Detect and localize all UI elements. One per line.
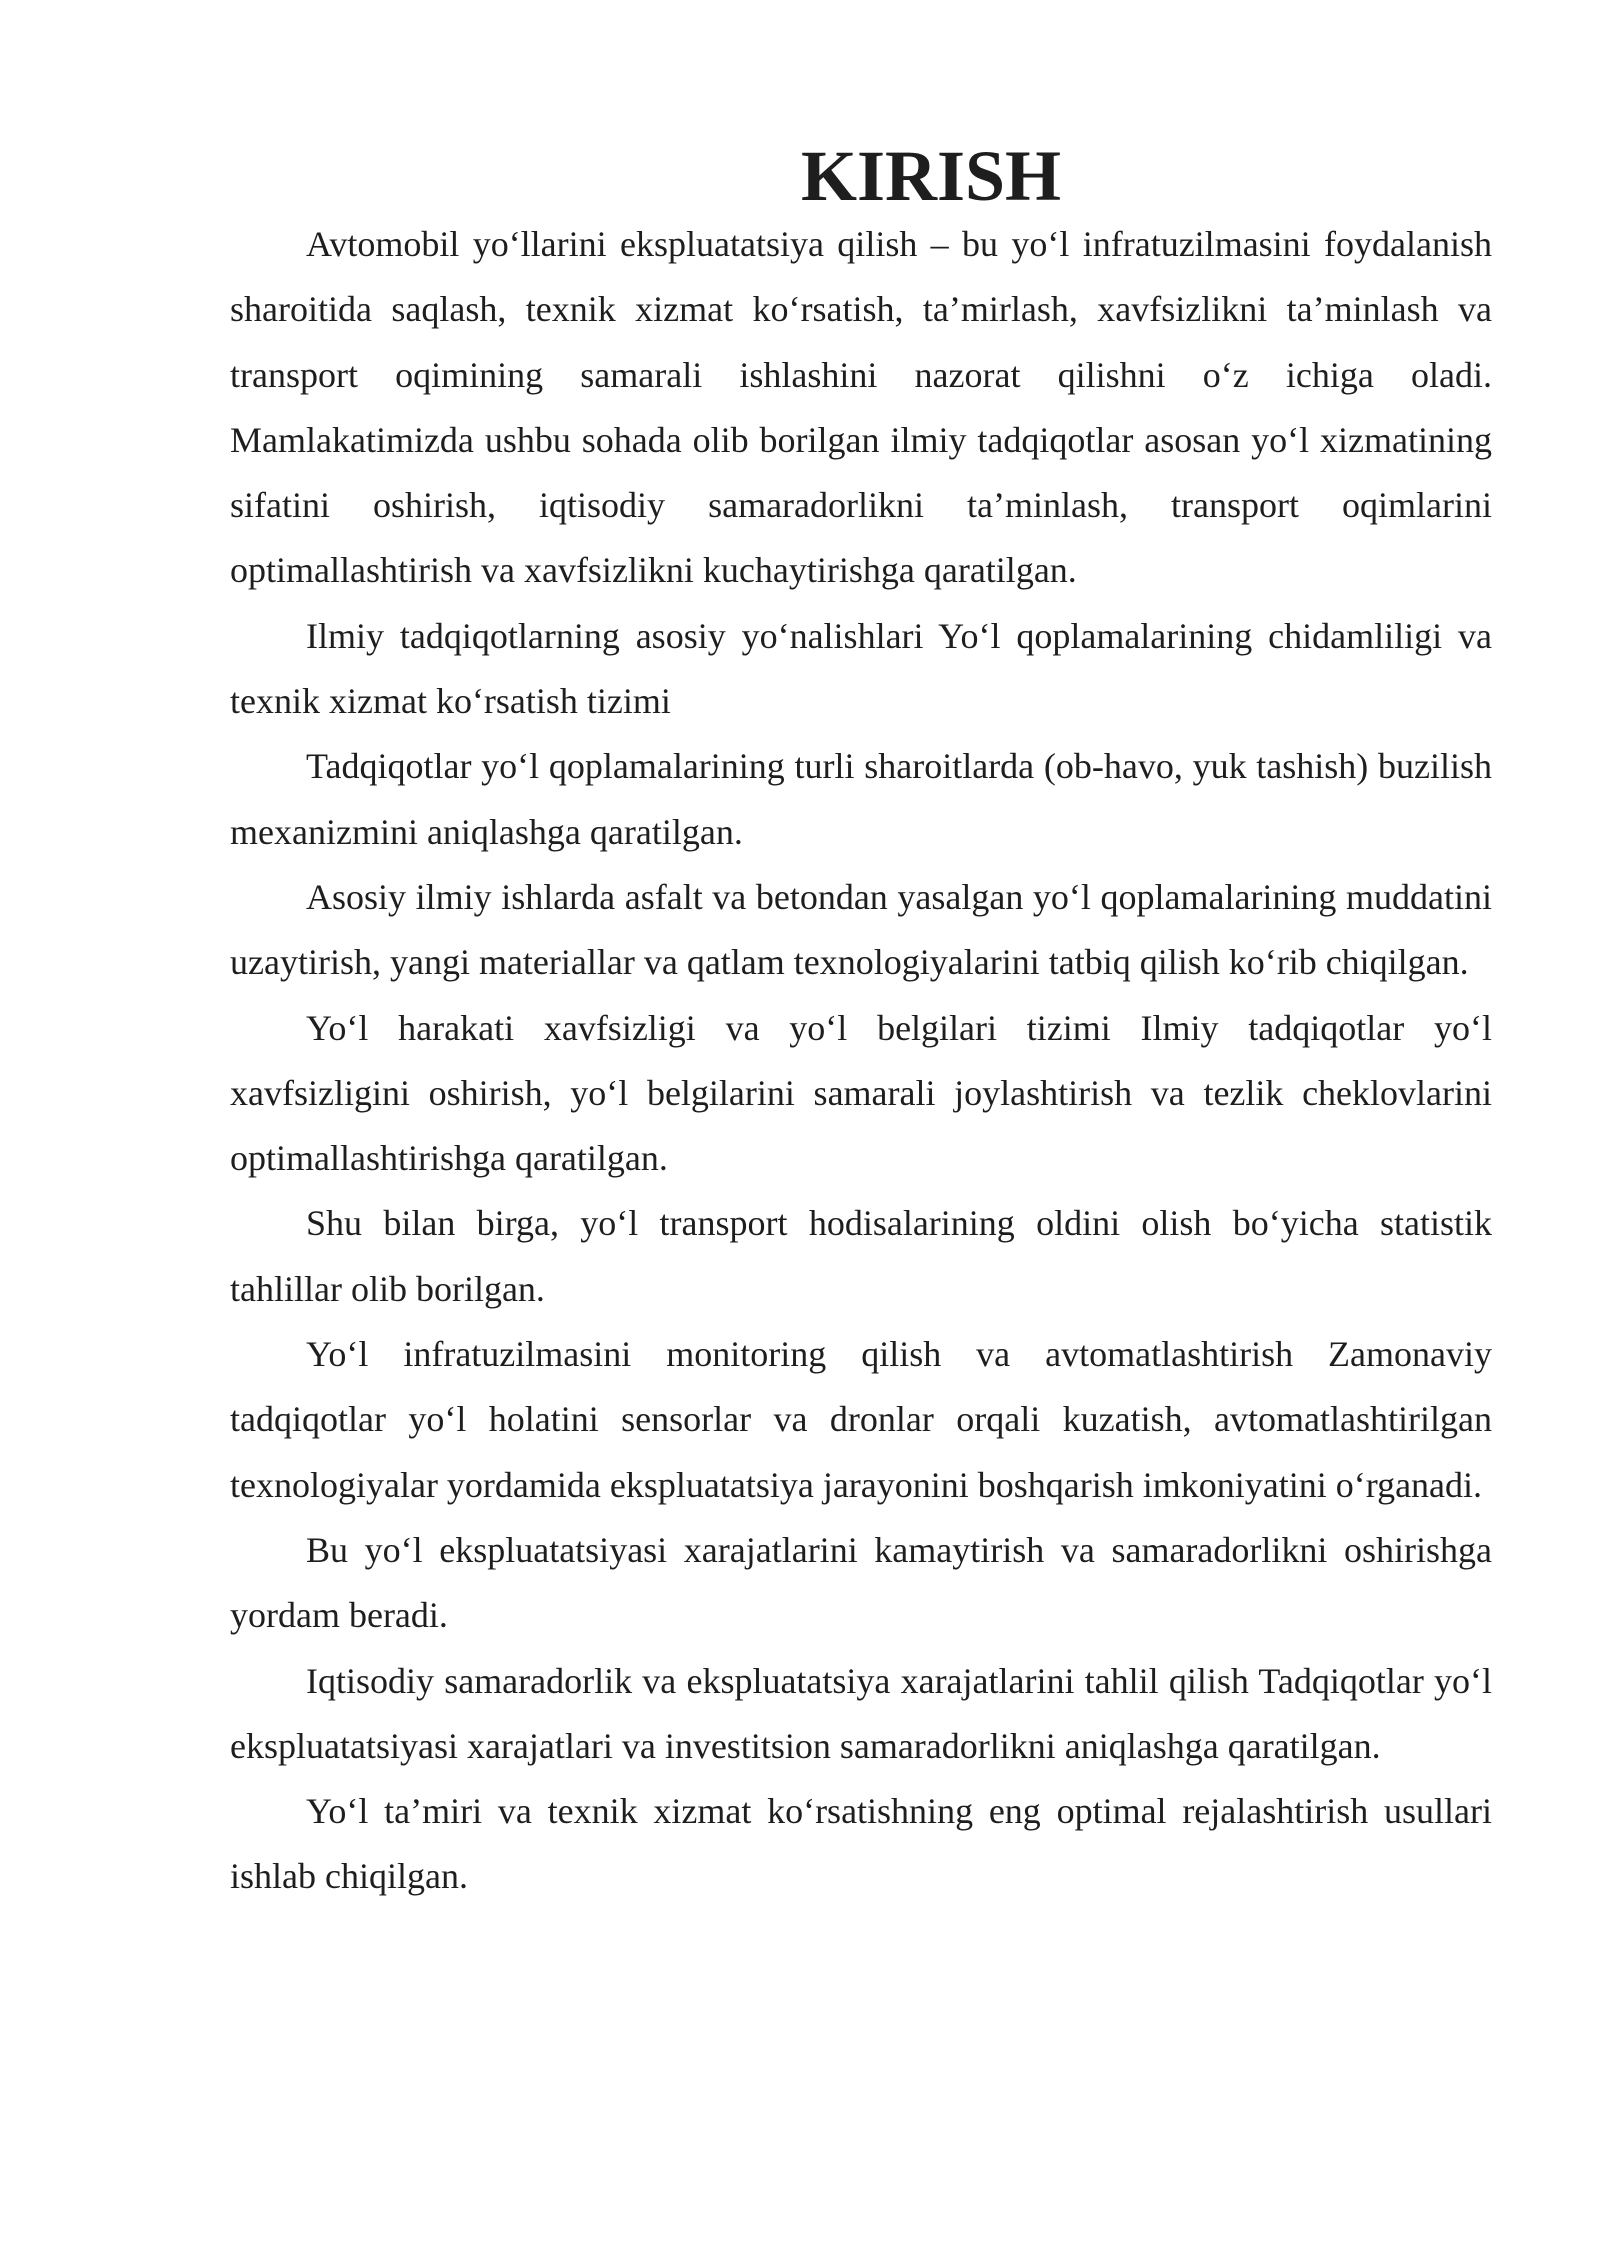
paragraph-9: Iqtisodiy samaradorlik va ekspluatatsiya xarajatlarini tahlil qilish Tadqiqotlar yo‘l ekspluatatsiyasi xarajatlari va investitsion samaradorlikni aniqlashga qaratilgan.: [230, 1660, 1492, 1766]
paragraph-8: Bu yo‘l ekspluatatsiyasi xarajatlarini kamaytirish va samaradorlikni oshirishga yordam beradi.: [230, 1529, 1492, 1636]
document-page: [230, 136, 1492, 1910]
paragraph-4: Asosiy ilmiy ishlarda asfalt va betondan yasalgan yo‘l qoplamalarining muddatini uzaytirish, yangi materiallar va qatlam texnologiyalarini tatbiq qilish ko‘rib chiqilgan.: [230, 876, 1492, 983]
document-title: KIRISH: [800, 136, 1062, 216]
paragraph-7: Yo‘l infratuzilmasini monitoring qilish va avtomatlashtirish Zamonaviy tadqiqotlar yo‘l holatini sensorlar va dronlar orqali kuzatish, avtomatlashtirilgan texnologiyalar yordamida ekspluatatsiya jarayonini boshqarish imkoniyatini o‘rganadi.: [230, 1334, 1492, 1505]
paragraph-10: Yo‘l ta’miri va texnik xizmat ko‘rsatishning eng optimal rejalashtirish usullari ishlab chiqilgan.: [230, 1791, 1492, 1897]
paragraph-2: Ilmiy tadqiqotlarning asosiy yo‘nalishlari Yo‘l qoplamalarining chidamliligi va texnik xizmat ko‘rsatish tizimi: [230, 615, 1492, 722]
paragraph-3: Tadqiqotlar yo‘l qoplamalarining turli sharoitlarda (ob-havo, yuk tashish) buzilish mexanizmini aniqlashga qaratilgan.: [230, 746, 1492, 852]
paragraph-1: Avtomobil yo‘llarini ekspluatatsiya qilish – bu yo‘l infratuzilmasini foydalanish sharoitida saqlash, texnik xizmat ko‘rsatish, ta’mirlash, xavfsizlikni ta’minlash va transport oqimining samarali ishlashini nazorat qilishni o‘z ichiga oladi. Mamlakatimizda ushbu sohada olib borilgan ilmiy tadqiqotlar asosan yo‘l xizmatining sifatini oshirish, iqtisodiy samaradorlikni ta’minlash, transport oqimlarini optimallashtirish va xavfsizlikni kuchaytirishga qaratilgan.: [230, 224, 1492, 591]
paragraph-6: Shu bilan birga, yo‘l transport hodisalarining oldini olish bo‘yicha statistik tahlillar olib borilgan.: [230, 1203, 1492, 1309]
paragraph-5: Yo‘l harakati xavfsizligi va yo‘l belgilari tizimi Ilmiy tadqiqotlar yo‘l xavfsizligini oshirish, yo‘l belgilarini samarali joylashtirish va tezlik cheklovlarini optimallashtirishga qaratilgan.: [230, 1007, 1492, 1179]
